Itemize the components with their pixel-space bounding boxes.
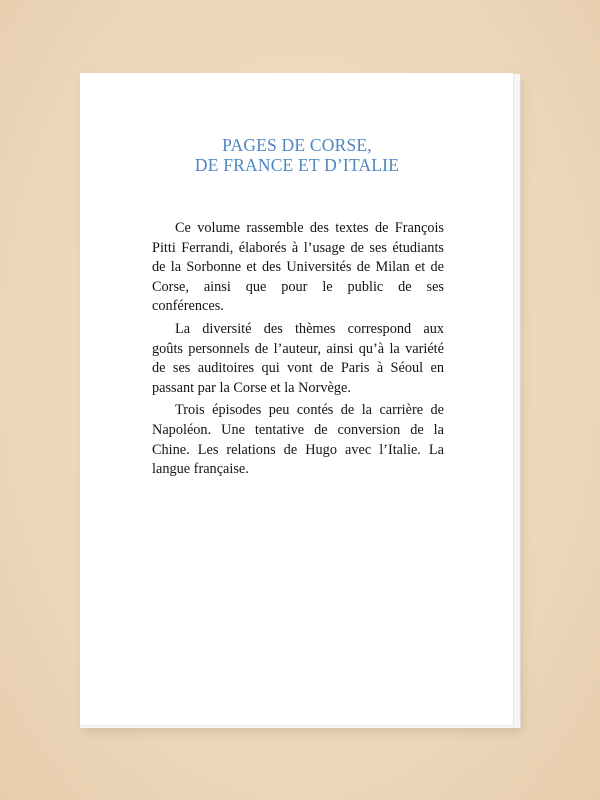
book-back-cover xyxy=(80,73,514,726)
text-line: Corse, ainsi que pour le public de ses xyxy=(152,278,444,295)
blurb-paragraph-1 xyxy=(152,219,444,317)
text-line: de ses auditoires qui vont de Paris à Séoul en xyxy=(152,360,444,377)
text-line: de la Sorbonne et des Universités de Milan et de xyxy=(152,259,444,276)
blurb-paragraph-2 xyxy=(152,320,444,398)
text-line: Trois épisodes peu contés de la carrière de xyxy=(175,402,444,419)
text-line: goûts personnels de l’auteur, ainsi qu’à la variété xyxy=(152,340,444,357)
book-title xyxy=(80,135,514,175)
text-line: Napoléon. Une tentative de conversion de la xyxy=(152,421,444,438)
text-line: passant par la Corse et la Norvège. xyxy=(152,379,351,396)
text-line: langue française. xyxy=(152,461,249,478)
blurb-paragraph-3 xyxy=(152,401,444,479)
book-title-line-1: PAGES DE CORSE, xyxy=(222,135,372,155)
text-line: conférences. xyxy=(152,298,224,315)
text-line: Ce volume rassemble des textes de François xyxy=(175,220,444,236)
text-line: Chine. Les relations de Hugo avec l’Italie. La xyxy=(152,441,444,458)
book-title-line-2: DE FRANCE ET D’ITALIE xyxy=(194,155,400,175)
text-line: Pitti Ferrandi, élaborés à l’usage de ses étudiants xyxy=(152,239,444,256)
text-line: La diversité des thèmes correspond aux xyxy=(175,320,444,337)
blurb-text xyxy=(152,219,444,483)
